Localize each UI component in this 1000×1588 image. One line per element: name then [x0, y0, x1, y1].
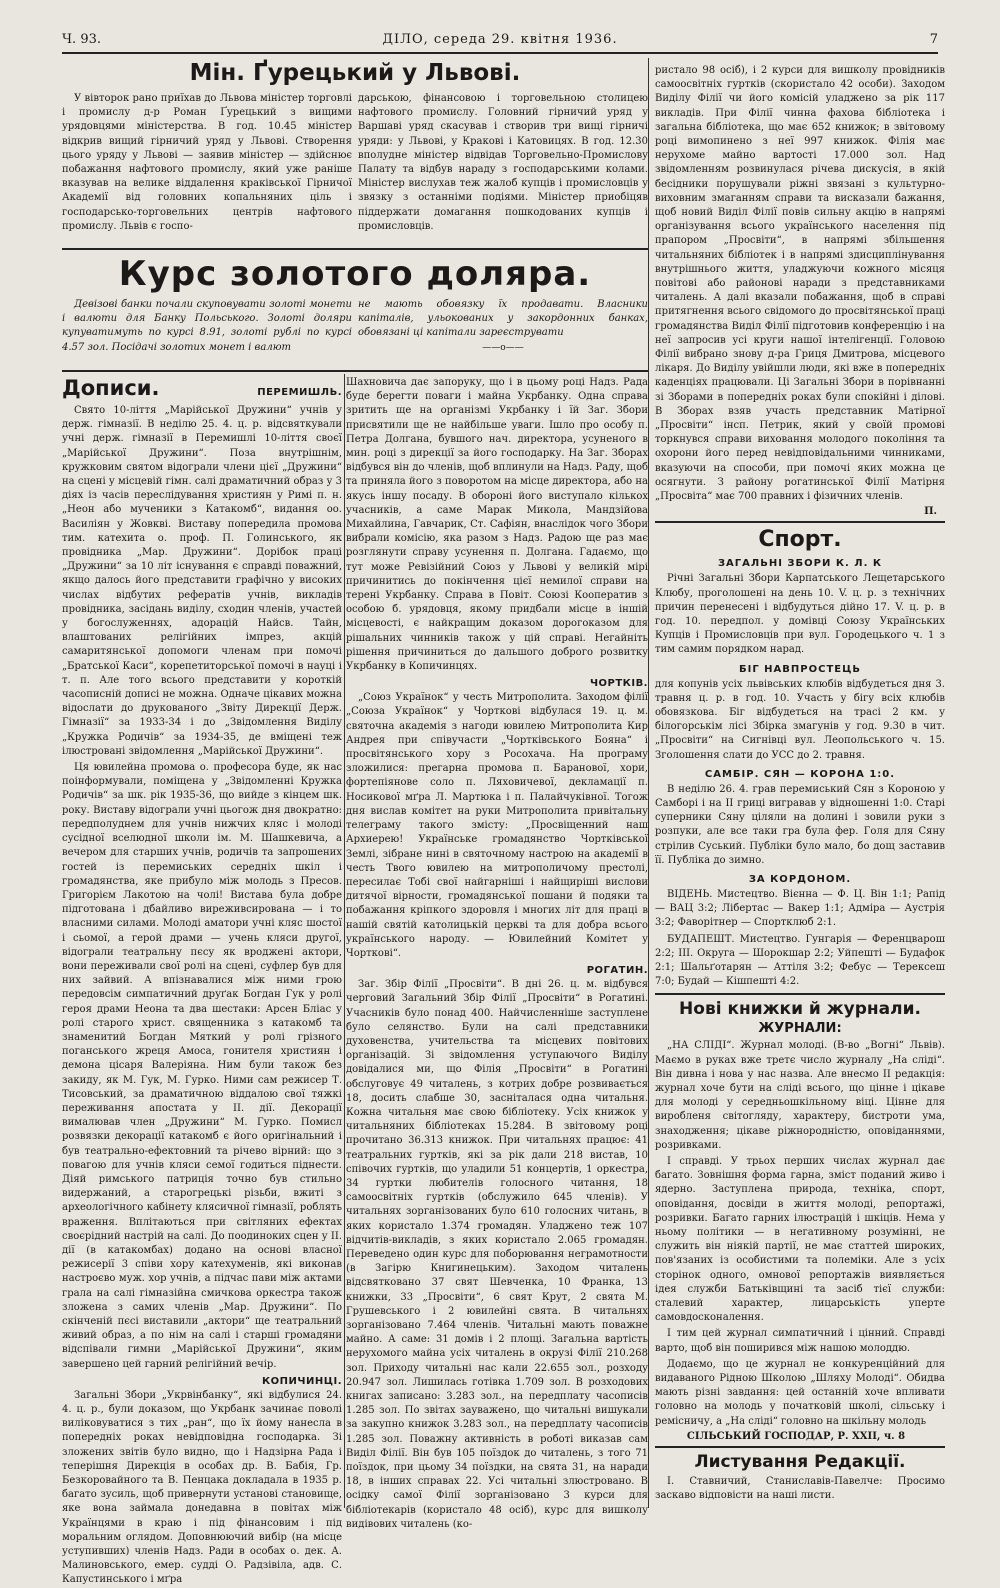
books-para-4: Додаємо, що це журнал не конкуренційний для видаваного Рідною Школою „Шляху Молоді“. Обидва мають різні завдання: цей останній хоче впливати головно на молодь у початковій школі, сільську і ремісничу, а „На сліді“ головно на шкільну молодь	[655, 1358, 945, 1427]
peremyshl-para-2: Ця ювилейна промова о. професора буде, як нас поінформували, поміщена у „Звідомленні Кружка Родичів“ за шк. рік 1935-36, що вийде з кінцем шк. року. Виставу відограли учні цьогож дня двократно: передполуднем для учнів нижчих кляс і молоді сусідної вселюдної школи ім. М. Шашкевича, а вечером для старших учнів, родичів та запрошених гостей із перемиських середніх шкіл і громадянства, яке прибуло між молодь з Пресов. Григорієм Лакотою на чолі! Вистава була добре підготована і дбайливо виреживсирована — і то власними силами. Молоді аматори учні кляс шостої і сьомої, а герой драми — учень кляси другої, відограли театральну пєсу як вроджені актори, вони переживали свої ролі на сцені, суфлер був для них зайвий. А впізнавалися між ними грою передовсім симпатичний друґак Богдан Гук у ролі героя драми Неона та два шестаки: Арсен Бліас у ролі старого христ. священника з катакомб та знаменитий Богдан Мяткий у ролі грізного поганського жреця Амоса, гонителя християн і демона цісаря Валеріяна. Ним були також без закиду, як М. Гук, М. Гурко. Ними сам режисер Т. Тисовський, за драматичною віддалою свої тяжкі переживання апостата у II. дії. Декорації вималював член „Дружини“ М. Гурко. Помисл розвязки декорації катакомб є його оригінальний і був театрально-ефектовний та річево вірний: що з повагою для учнів кляси семої годиться піднести. Діяй римського патриція точно був стильно видержаний, а старогрецькі різьби, вжиті з археологічного кабінету клясичної гімназії, роблять враження. Вплітаються при світляних ефектах своєрідний настрій на салі. До поодиноких сцен у II. дії (в катакомбах) додано на основі власної режисерії 3 співи хору катехуменів, які виконав настроєво муж. хор учнів, а підчас пави між актами грала на салі гімназійна смичкова оркестра також зложена з самих членів „Мар. Дружини“. По скінченій пєсі виставили „актори“ ще театральний живий образ, а по нім на салі і старші громадяни відспівали гимни „Марійської Дружини“, яким завершено цей гарний релігійний вечір.	[62, 762, 342, 1370]
chortkiv-para: „Союз Українок“ у честь Митрополита. Заходом філії „Союза Українок“ у Чорткові відбулася 19. ц. м. святочна академія з нагоди ювилею Митрополита Кир Андрея при співучасти „Чортківського Бояна“ і просвітянського хору з Росохача. На програму зложилися: прегарна промова п. Баранової, хори, фортепіянове соло п. Ляховичевої, декламації п. Носикової мґра Л. Мартюка і п. Палайчуківної. Тогож дня вислав комітет на руки Митрополита привітальну телеграму такого змісту: „Просвіщенний наш Архиерею! Українське громадянство Чортківської Землі, зібране нині в святочному настрою на академії в честь Твого ювилею на митрополичому престолі, пересилає Тобі свої найгарніші і найщиріші вислови дитячої вірности, громадянської пошани й подяки та побажання кріпкого здоровля і многих літ для праці в нашій святій католицькій церкві та для добра всього українського народу. — Ювилейний Комітет у Чорткові“.	[346, 692, 648, 959]
books-para-1: „НА СЛІДІ“. Журнал молоді. (В-во „Вогні“ Львів). Маємо в руках вже третє число журналу „На сліді“. Він дивна і нова у нас назва. Але внесмо II редакція: журнал хоче бути на сліді всього, що цінне і цікаве для молоді у середньошкільному віці. Цінне для виробленя світогляду, характеру, бистроти ума, знаходження; цікаве ріжнородністю, оповіданнями, розривками.	[655, 1040, 945, 1151]
article-gold-left: Девізові банки почали скуповувати золоті монети і валюти для Банку Польського. Золоті доляри купуватимуть по курсі 8.91, золоті рублі по курсі 4.57 зол. Посідачі золотих монет і валют	[62, 299, 352, 353]
article-minister-right: дарською, фінансовою і торговельною столицею нафтового промислу. Головний гірничий уряд у Варшаві уряд скасував і створив три вищі гірничі уряди: у Львові, у Кракові і Катовицях. В год. 12.30 вполудне міністер відвідав Торговельно-Промислову Палату та відбув нараду з господарськими колами. Міністер вислухав теж жалоб купців і промисловців у звязку з останніми подіями. Міністер приобіцяв піддержати домагання пошкодованих купців і промисловців.	[358, 93, 648, 232]
books-heading: Нові книжки й журнали.	[679, 999, 921, 1020]
letters-text: І. Ставничий, Станиславів-Павелче: Просимо заскаво відповісти на наші листи.	[655, 1475, 945, 1502]
masthead: ДІЛО, середа 29. квітня 1936.	[382, 32, 618, 47]
rohatyn-para-2: ристало 98 осіб), і 2 курси для вишколу провідників самоосвітніх гуртків (скористало 42 особи). Заходом Виділу Філії чи його комісій уладжено за рік 117 викладів. При Філії чинна фахова бібліотека і загальна бібліотека, що має 652 книжок; в звітовому році вимопинено з неї 997 книжок. Філія має нерухоме майно вартості 17.000 зол. Над звідомленням розвинулася річева дискусія, в якій бесідники порушували ріжні звязані з культурно-виховним змаганням справи та висказали бажання, щоб новий Виділ Філії повів сильну акцію в напрямі організування всього українського населення під прапором „Просвіти“, в напрямі збільшення читальняних бібліотек і в напрямі здисциплінування внутрішнього життя, уладжуючи кожного місяця повітові або районові наради з представниками читалень. А далі вказали побажання, щоб в справі притягнення всього свідомого до просвітянської праці громадянства Виділ Філії підготовив конференцію і на неї запросив усі круги нашої інтелігенції. Головою Філії вибрано знову д-ра Гриця Дмитрова, місцевого лікаря. До Виділу увійшли люди, які вже в попередніх каденціях працювали. Ці Загальні Збори в порівнанні зі Зборами в попередніх роках були спокійні і ділові. В Зборах взяв участь представник Матірної „Просвіти“ інсп. Петрик, який у своїй промові торкнувся справи виховання молодого покоління та охорони його перед невідповідальними чинниками, вказуючи на способи, при помочі яких можна це осягнути. З району рогатинської Філії Матірня „Просвіта“ має 700 правних і фізичних членів.	[655, 65, 945, 503]
books-source: СІЛЬСЬКИЙ ГОСПОДАР, Р. XXII, ч. 8	[686, 1430, 906, 1442]
books-para-2: І справді. У трьох перших числах журнал дає багато. Зовнішня форма гарна, зміст поданий живо і ядерно. Заступлена природа, техніка, спорт, оповідання, досвіди в життя молоді, репортажі, розривки. Багато гарних ілюстрацій і шкіців. Нема у ньому політики — в негативному розумінні, не служить він ніякій партії, не має статтей широких, пов'язаних із особистими та полеміки. Але з усіх сторінок одного, омнової репортажів виявляється ідея служби Батьківщині та засіб тієї служби: сталевий характер, лицарськість уперте самовдосконалення.	[655, 1156, 945, 1324]
section-divider	[62, 248, 648, 250]
column-2	[346, 376, 648, 1530]
ornament: ——o——	[482, 342, 524, 353]
run-text: для копунів усіх львівських клюбів відбудеться дня 3. травня ц. р. в год. 10. Участь у бігу всіх клюбів обовязкова. Біг відбудеться на трасі 2 км. у білогорськім лісі Збірка змагунів у год. 9.30 в чит. „Просвіти“ на Сигнівці вул. Леопольського ч. 15. Зголошення слати до УСС до 2. травня.	[655, 678, 945, 761]
signature: П.	[924, 506, 937, 518]
article-gold	[62, 254, 648, 372]
peremyshl-para-1: Свято 10-ліття „Марійської Дружини“ учнів у держ. гімназії. В неділю 25. 4. ц. р. відсвяткували учні держ. гімназії в Перемишлі 10-ліття своєї „Марійської Дружини“. Поза внутрішнім, кружковим святом відограли члени цієї „Дружини“ на сцені у місцевій гімн. салі драматичний образ у 3 діях із часів переслідування християн у Римі п. н. „Неон або мученики з Катакомб“, видання оо. Василіян у Жовкві. Виставу попередила промова тим. катехита о. проф. П. Голинського, як провідника „Мар. Дружини“. Дорібок праці „Дружини“ за 10 літ існування є справді поважний, якщо далось його представити графічно у високих числах відбутих рефератів учнів, викладів провідника, засідань виділу, сходин членів, участей у богослуженнях, адорацій Найсв. Тайн, влаштованих релігійних імпрез, акцій самаритянської допомоги членам при помочі „Братської Каси“, корепетиторської помочі в науці і т. п. Але того всього представити у короткій часописній дописі не можна. Одначе цікавих можна відослати до друкованого „Звіту Дирекції Держ. Гімназії“ за 1933-34 і до „Звідомлення Виділу „Кружка Родичів“ за 1934-35, де вміщені теж ілюстровані звідомлення „Марійської Дружини“.	[62, 405, 342, 757]
kopychyntsi-para-2: Шахновича дає запоруку, що і в цьому році Надз. Рада буде берегти поваги і майна Укрбанку. Одна справа зритить ще на організмі Укрбанку і їй Заг. Збори присвятили ще не найбільше уваги. Ішло про особу п. Петра Долгана, бувшого нач. директора, усуненого в мин. році з дирекції за його господарку. На Заг. Зборах відбувся він до членів, щоб вплинули на Надз. Раду, щоб та приняла його з поворотом на місце директора, або на якусь іншу посаду. В обороні його виступало кількох учасників, а саме Марак Микола, Мандзійова Михайлина, Гавчарик, Ст. Сафіян, внаслідок чого Збори вибрали комісію, яка разом з Надз. Радою ще раз має розглянути справу усунення п. Долгана. Гадаємо, що тут може Ревізійний Союз у Львові у великій мірі причинитись до покінчення цієї немилої справи на терені Укрбанку. Справа в Повіт. Союзі Кооператив з особою б. урядовця, якому придбали місце в іншій місцевості, є найкращим доказом дорогоказом для рішальних чинників також у цій справі. Негайніть рішення причиниться до дальшого доброго розвитку Укрбанку в Копичинцях.	[346, 377, 648, 673]
article-gold-right: не мають обовязку їх продавати. Власники капіталів, ульокованих у закордонних банках, обовязані ці капітали зареєструвати	[358, 299, 648, 339]
section-divider	[655, 521, 945, 523]
city-kopychyntsi: КОПИЧИНЦІ.	[261, 1375, 342, 1387]
column-rule	[344, 374, 345, 1508]
city-rohatyn: РОГАТИН.	[586, 965, 648, 977]
books-para-3: І тим цей журнал симпатичний і цінний. Справді варто, щоб він поширився між нашою молоддю.	[655, 1328, 945, 1354]
section-divider	[655, 1446, 945, 1448]
klk-text: Річні Загальні Збори Карпатського Лещетарського Клюбу, проголошені на день 10. V. ц. р. з технічних причин перенесені і відбудуться дійно 17. V. ц. р. в год. 10. передпол. у домівці Союзу Українських Купців і Промисловців при вул. Городецького ч. 1 з тим самим порядком нарад.	[655, 573, 945, 656]
letters-heading: Листування Редакції.	[694, 1451, 906, 1472]
abroad-title: ЗА КОРДОНОМ.	[748, 873, 852, 885]
column-rule	[648, 58, 649, 1508]
page-number: 7	[929, 32, 938, 47]
column-3	[655, 64, 945, 1509]
page-header	[62, 30, 938, 54]
rohatyn-para-1: Заг. Збір Філії „Просвіти“. В дні 26. ц. м. відбувся черговий Загальний Збір Філії „Просвіти“ в Рогатині. Учасників було понад 400. Найчисленніше заступлене було селянство. Були на салі представники духовенства, учительства та місцевих повітових організацій. Зі звідомлення уступаючого Виділу довідалися ми, що Філія „Просвіти“ в Рогатині обслуговує 49 читалень, з котрих добре розвивається 18, досить слабше 30, засніталася одна читальня. Кожна читальня має свою бібліотеку. Усіх книжок у читальняних бібліотеках 15.284. В звітовому році прочитано 36.313 книжок. При читальнях працює: 41 театральних гуртків, які за рік дали 218 вистав, 10 співочих гуртків, що уладили 51 концертів, 1 оркестра, 34 гуртки любителів голосного читання, 18 самоосвітніх гуртків (обслужило 645 членів). У читальнях зорганізованих було 610 голосних читань, в яких користало 1.374 громадян. Уладжено теж 107 відчитів-викладів, з яких користало 2.065 громадян. Переведено один курс для поборювання неграмотности (в Загірю Книгинецьким). Заходом читалень відсвятковано 37 свят Шевченка, 10 Франка, 13 книжки, 33 „Просвіти“, 6 свят Крут, 2 свята М. Грушевського і 2 ювилейні свята. В читальнях зорганізовано 7.464 членів. Читальні мають поважне майно. А саме: 31 домів і 2 площі. Загальна вартість нерухомого майна усіх читалень в окрузі Філії 210.268 зол. Приходу читальні нас кали 22.655 зол., розходу 20.947 зол. Лишилась готівка 1.709 зол. В розходових книгах записано: 3.283 зол., на передплату часописів 1.285 зол. По звітах зауважено, що читальні вишукали за закупно книжок 3.283 зол., на передплату часописів 1.285 зол. Поважну активність в роботі виказав сам Виділ Філії. Він був 105 поїздок до читалень, з того 71 поїздок, при цьому 34 поїздки, на свята 31, на наради 18, в інших справах 22. Усі читальні злюстровано. В осідку самої Філії зорганізовано 3 курси для бібліотекарів (користало 48 осіб), курс для вишколу видівових читалень (ко-	[346, 979, 648, 1530]
sport-heading: Спорт.	[758, 527, 842, 553]
article-minister-title: Мін. Ґурецький у Львові.	[189, 60, 521, 86]
match-title: САМБІР. СЯН — КОРОНА 1:0.	[704, 768, 896, 780]
issue-number: Ч. 93.	[62, 32, 101, 47]
books-subheading: ЖУРНАЛИ:	[758, 1021, 842, 1037]
run-title: БІГ НАВПРОСТЕЦЬ	[738, 663, 862, 675]
match-text: В неділю 26. 4. грав перемиський Сян з Короною у Самборі і на II гриці вигравав у відношенні 1:0. Старі суперники Сяну ціляли на долині і зовили руки з розпуки, але все таки гра була фер. Голя для Сяну стрілив Суський. Публіки було мало, бо дощ заставив її. Публіка до зимно.	[655, 783, 945, 866]
city-chortkiv: ЧОРТКІВ.	[589, 678, 648, 690]
article-gold-title: Курс золотого доляра.	[118, 254, 592, 294]
kopychyntsi-para-1: Загальні Збори „Укрвінбанку“, які відбулися 24. 4. ц. р., були доказом, що Укрбанк зачинає поволі виліковуватися з тих „ран“, що їх йому нанесла в попередніх роках невідповідна господарка. Зі зложених звітів було видно, що і Надзірна Рада і теперішня Дирекція в особах др. В. Бабія, Гр. Безкоровайного та В. Пенцака докладала в 1935 р. багато зусиль, щоб привернути установі становище, яке вона займала донедавна в повітах між Українцями в краю і під фінансовим і під моральним оглядом. Доповнюючий вибір (на місце уступивших) членів Надз. Ради в особах о. дек. А. Малиновського, емер. судді О. Радзівіла, адв. С. Капустинського і мґра	[62, 1389, 342, 1586]
column-1	[62, 374, 342, 1586]
abroad-text: ВІДЕНЬ. Мистецтво. Вієнна — Ф. Ц. Він 1:1; Рапід — ВАЦ 3:2; Лібертас — Вакер 1:1; Адміра — Аустрія 3:2; Фаворітнер — Спортклюб 2:1.	[655, 888, 945, 929]
section-divider	[655, 993, 945, 995]
city-peremyshl: ПЕРЕМИШЛЬ.	[257, 387, 342, 398]
budapest-text: БУДАПЕШТ. Мистецтво. Гунгарія — Ференцварош 2:2; III. Округа — Шорокшар 2:2; Уйпешті — Будафок 2:1; Шальґотарян — Аттіля 3:2; Фебус — Терексеш 7:0; Будай — Кішпешті 4:2.	[655, 933, 945, 988]
article-minister-left: У вівторок рано приїхав до Львова міністер торговлі і промислу д-р Роман Ґурецький з вищими урядовцями міністерства. В год. 10.45 міністер відкрив вищий гірничий уряд у Львові. Створення цього уряду у Львові — заявив міністер — здійснює побажання нафтового промислу, який уже раніше вказував на велике віддалення краківської Гірничої Академії від головних копальняних ціль і господарсько-торговельних центрів нафтового промислу. Львів є госпо-	[62, 93, 352, 232]
article-minister	[62, 60, 648, 260]
klk-title: ЗАГАЛЬНІ ЗБОРИ К. Л. К	[717, 558, 883, 570]
dopysy-heading: Дописи.	[62, 376, 160, 400]
section-divider	[62, 370, 648, 372]
